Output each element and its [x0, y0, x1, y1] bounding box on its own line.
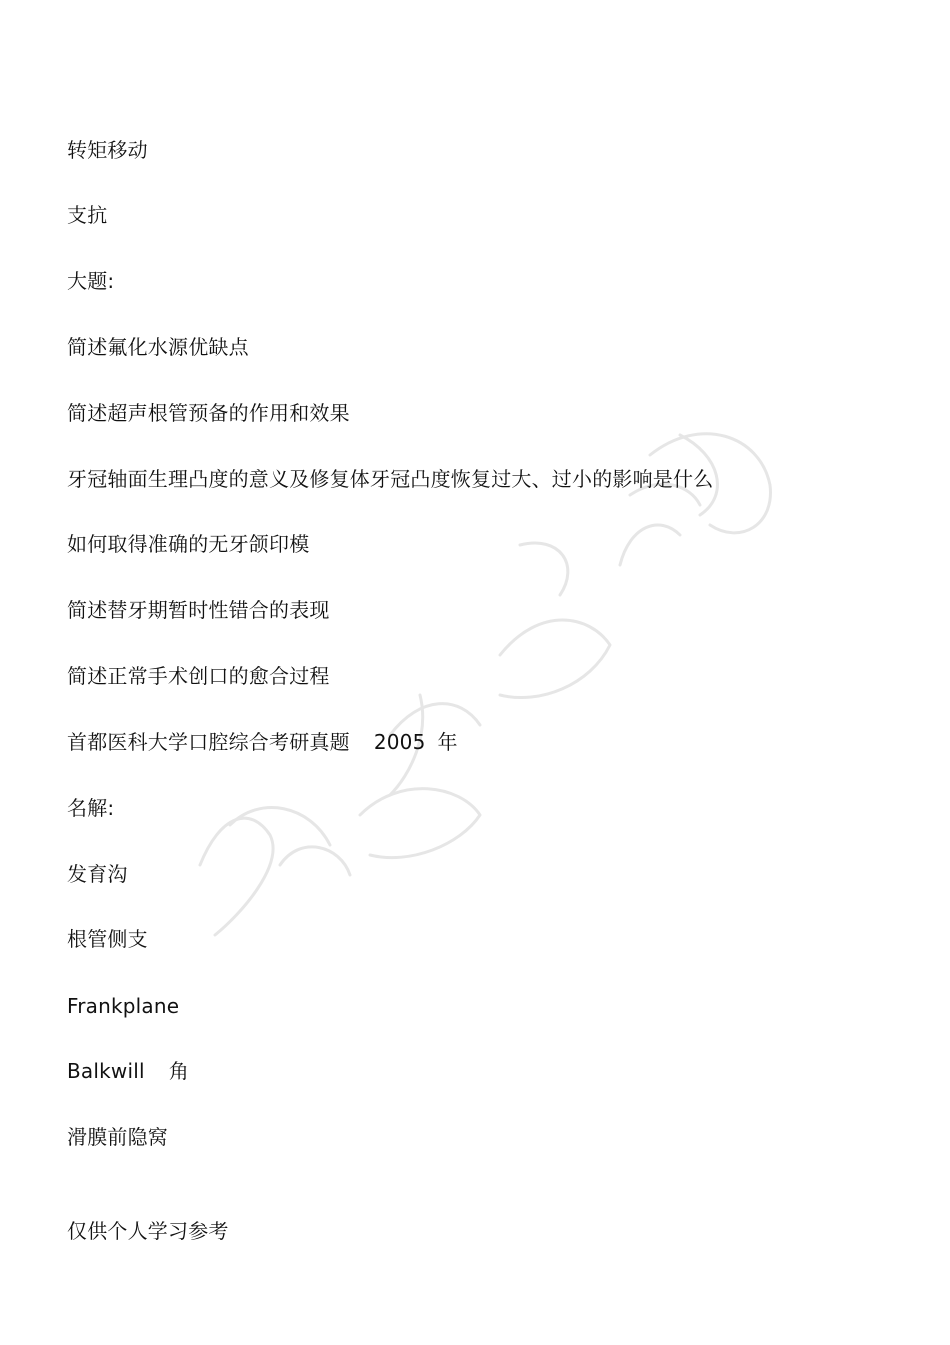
question-item: 简述超声根管预备的作用和效果	[67, 401, 350, 425]
term-balkwill-suffix: 角	[168, 1059, 189, 1083]
question-item: 牙冠轴面生理凸度的意义及修复体牙冠凸度恢复过大、过小的影响是什么	[67, 467, 714, 491]
text-line: 转矩移动	[67, 138, 148, 162]
question-item: 简述氟化水源优缺点	[67, 335, 249, 359]
question-item: 如何取得准确的无牙颌印模	[67, 532, 310, 556]
exam-title-suffix: 年	[437, 730, 458, 754]
section-heading: 名解:	[67, 796, 115, 820]
exam-title-year: 2005	[373, 730, 426, 754]
term-item	[67, 1059, 189, 1083]
question-item: 简述替牙期暂时性错合的表现	[67, 598, 330, 622]
exam-title	[67, 730, 458, 754]
term-item: Frankplane	[67, 994, 180, 1018]
term-item: 滑膜前隐窝	[67, 1125, 168, 1149]
term-item: 根管侧支	[67, 927, 148, 951]
term-balkwill: Balkwill	[67, 1059, 145, 1083]
text-line: 支抗	[67, 203, 108, 227]
exam-title-prefix: 首都医科大学口腔综合考研真题	[67, 730, 350, 754]
footer-note: 仅供个人学习参考	[67, 1219, 229, 1243]
term-item: 发育沟	[67, 862, 128, 886]
question-item: 简述正常手术创口的愈合过程	[67, 664, 330, 688]
section-heading: 大题:	[67, 269, 115, 293]
